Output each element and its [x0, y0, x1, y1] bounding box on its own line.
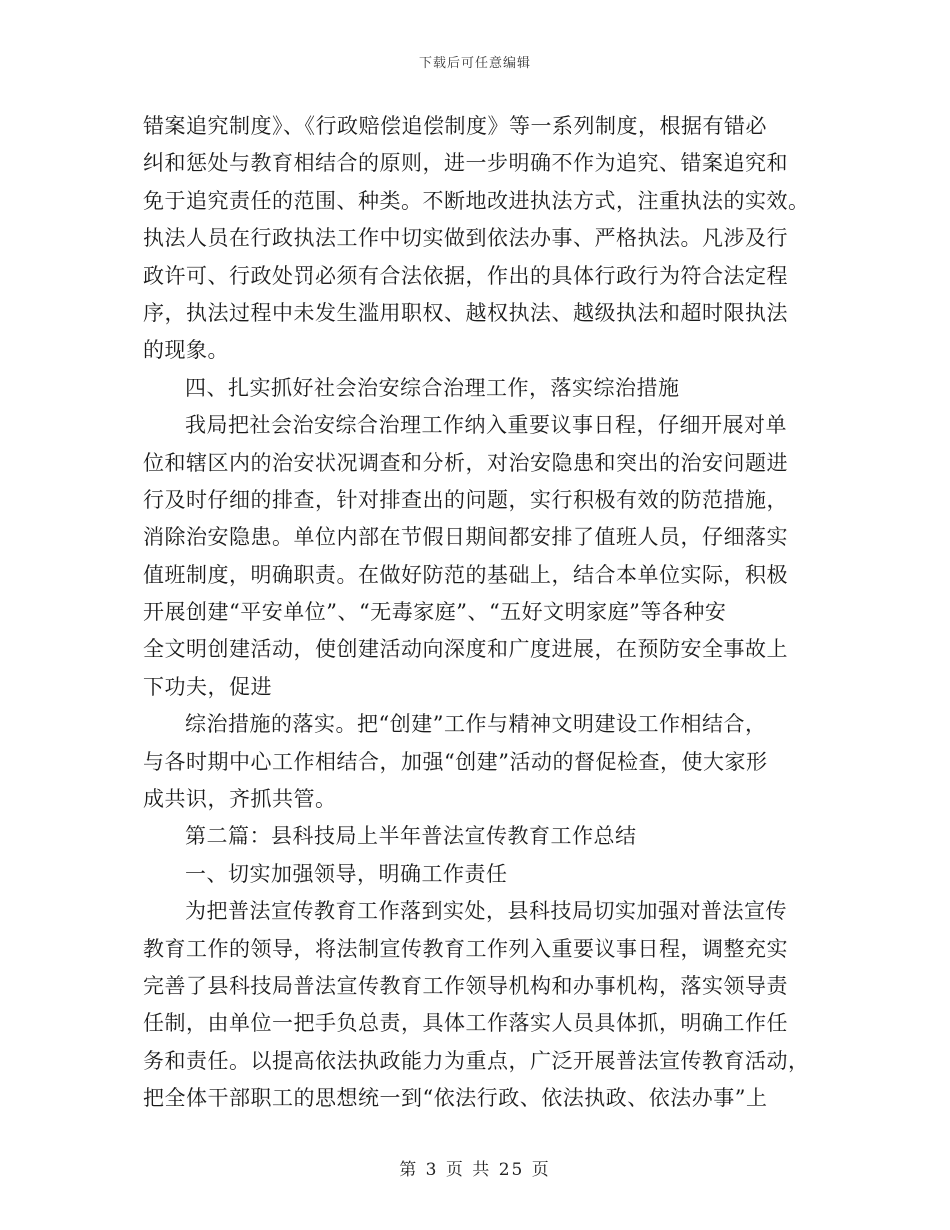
- text-line: 位和辖区内的治安状况调查和分析，对治安隐患和突出的治安问题进: [143, 450, 788, 475]
- text-line: 执法人员在行政执法工作中切实做到依法办事、严格执法。凡涉及行: [143, 226, 788, 251]
- text-line: 全文明创建活动，使创建活动向深度和广度进展，在预防安全事故上: [143, 637, 788, 662]
- text-line: 序，执法过程中未发生滥用职权、越权执法、越级执法和超时限执法: [143, 300, 788, 325]
- text-line: 下功夫，促进: [143, 674, 272, 699]
- text-line: 把全体干部职工的思想统一到“依法行政、依法执政、依法办事”上: [143, 1086, 768, 1111]
- text-line: 免于追究责任的范围、种类。不断地改进执法方式，注重执法的实效。: [143, 188, 810, 213]
- document-body: [143, 108, 815, 1118]
- text-line: 值班制度，明确职责。在做好防范的基础上，结合本单位实际，积极: [143, 562, 788, 587]
- text-line: 完善了县科技局普法宣传教育工作领导机构和办事机构，落实领导责: [143, 973, 788, 998]
- text-line: 消除治安隐患。单位内部在节假日期间都安排了值班人员，仔细落实: [143, 525, 788, 550]
- text-line: 错案追究制度》、《行政赔偿追偿制度》等一系列制度，根据有错必: [143, 114, 767, 138]
- chapter-heading: 第二篇：县科技局上半年普法宣传教育工作总结: [185, 824, 637, 849]
- text-line: 与各时期中心工作相结合，加强“创建”活动的督促检查，使大家形: [143, 749, 768, 774]
- text-line: 教育工作的领导，将法制宣传教育工作列入重要议事日程，调整充实: [143, 936, 788, 961]
- header-note: 下载后可任意编辑: [418, 56, 531, 71]
- text-line: 综治措施的落实。把“创建”工作与精神文明建设工作相结合，: [185, 712, 767, 737]
- text-line: 行及时仔细的排查，针对排查出的问题，实行积极有效的防范措施，: [143, 487, 788, 512]
- text-line: 任制，由单位一把手负总责，具体工作落实人员具体抓，明确工作任: [143, 1011, 788, 1036]
- text-line: 开展创建“平安单位”、“无毒家庭”、“五好文明家庭”等各种安: [143, 600, 727, 625]
- section-heading: 一、切实加强领导，明确工作责任: [185, 861, 508, 886]
- text-line: 务和责任。以提高依法执政能力为重点，广泛开展普法宣传教育活动，: [143, 1048, 810, 1073]
- page-number: 第 3 页 共 25 页: [399, 1160, 551, 1180]
- text-line: 的现象。: [143, 338, 229, 363]
- text-line: 我局把社会治安综合治理工作纳入重要议事日程，仔细开展对单: [185, 413, 787, 438]
- text-line: 成共识，齐抓共管。: [143, 787, 337, 812]
- section-heading: 四、扎实抓好社会治安综合治理工作，落实综治措施: [185, 375, 680, 400]
- text-line: 政许可、行政处罚必须有合法依据，作出的具体行政行为符合法定程: [143, 263, 788, 288]
- text-line: 纠和惩处与教育相结合的原则，进一步明确不作为追究、错案追究和: [143, 151, 788, 176]
- text-line: 为把普法宣传教育工作落到实处，县科技局切实加强对普法宣传: [185, 899, 787, 924]
